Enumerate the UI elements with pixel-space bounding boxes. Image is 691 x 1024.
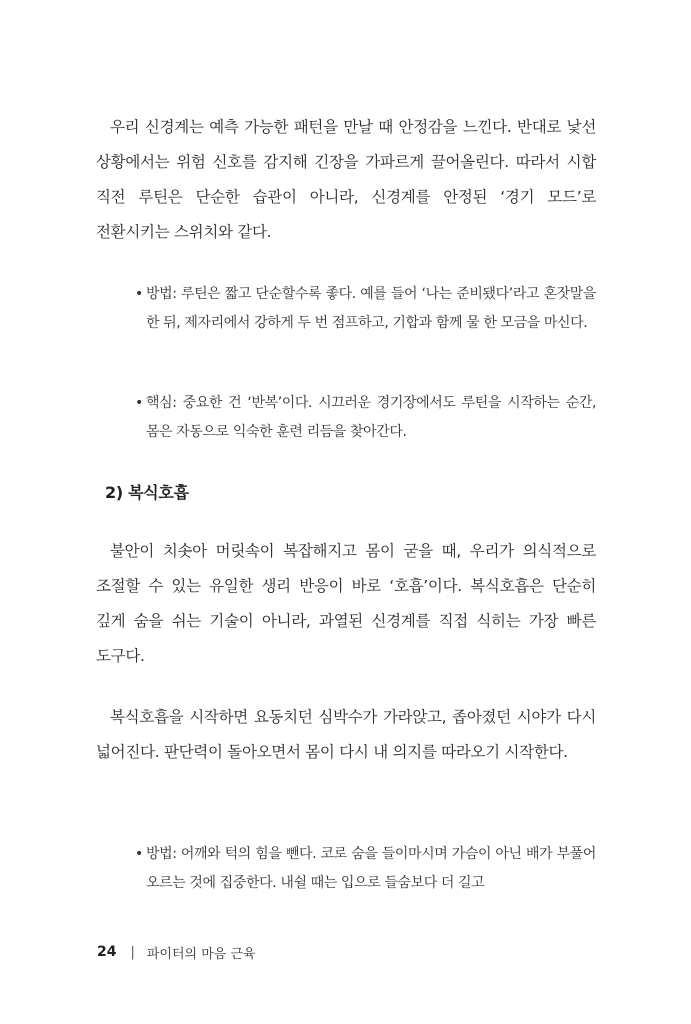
body-paragraph-breathing-intro: 불안이 치솟아 머릿속이 복잡해지고 몸이 굳을 때, 우리가 의식적으로 조절할 수 있는 유일한 생리 반응이 바로 ‘호흡’이다. 복식호흡은 단순히 깊게 숨을 쉬는 기술이 아니라, 과열된 신경계를 직접 식히는 가장 빠른 도구다. bbox=[96, 542, 596, 665]
bullet-routine-key-point: • 핵심: 중요한 건 ‘반복’이다. 시끄러운 경기장에서도 루틴을 시작하는 순간, 몸은 자동으로 익숙한 훈련 리듬을 찾아간다. bbox=[135, 389, 596, 447]
body-paragraph-breathing-effect: 복식호흡을 시작하면 요동치던 심박수가 가라앉고, 좁아졌던 시야가 다시 넓어진다. 판단력이 돌아오면서 몸이 다시 내 의지를 따라오기 시작한다. bbox=[96, 708, 596, 761]
page-footer bbox=[97, 940, 256, 964]
body-paragraph-routine-nervous-system: 우리 신경계는 예측 가능한 패턴을 만날 때 안정감을 느낀다. 반대로 낯선 상황에서는 위험 신호를 감지해 긴장을 가파르게 끌어올린다. 따라서 시합 직전 루틴은 단순한 습관이 아니라, 신경계를 안정된 ‘경기 모드’로 전환시키는 스위치와 같다. bbox=[96, 118, 596, 241]
bullet-routine-method: • 방법: 루틴은 짧고 단순할수록 좋다. 예를 들어 ‘나는 준비됐다’라고 혼잣말을 한 뒤, 제자리에서 강하게 두 번 점프하고, 기합과 함께 물 한 모금을 마신다. bbox=[135, 280, 596, 338]
book-title: 파이터의 마음 근육 bbox=[146, 946, 256, 962]
page-number: 24 bbox=[97, 944, 117, 960]
footer-separator: | bbox=[130, 944, 135, 960]
bullet-breathing-method: • 방법: 어깨와 턱의 힘을 뺀다. 코로 숨을 들이마시며 가슴이 아닌 배가 부풀어 오르는 것에 집중한다. 내쉴 때는 입으로 들숨보다 더 길고 bbox=[135, 840, 596, 898]
section-heading-abdominal-breathing: 2) 복식호흡 bbox=[105, 483, 189, 502]
